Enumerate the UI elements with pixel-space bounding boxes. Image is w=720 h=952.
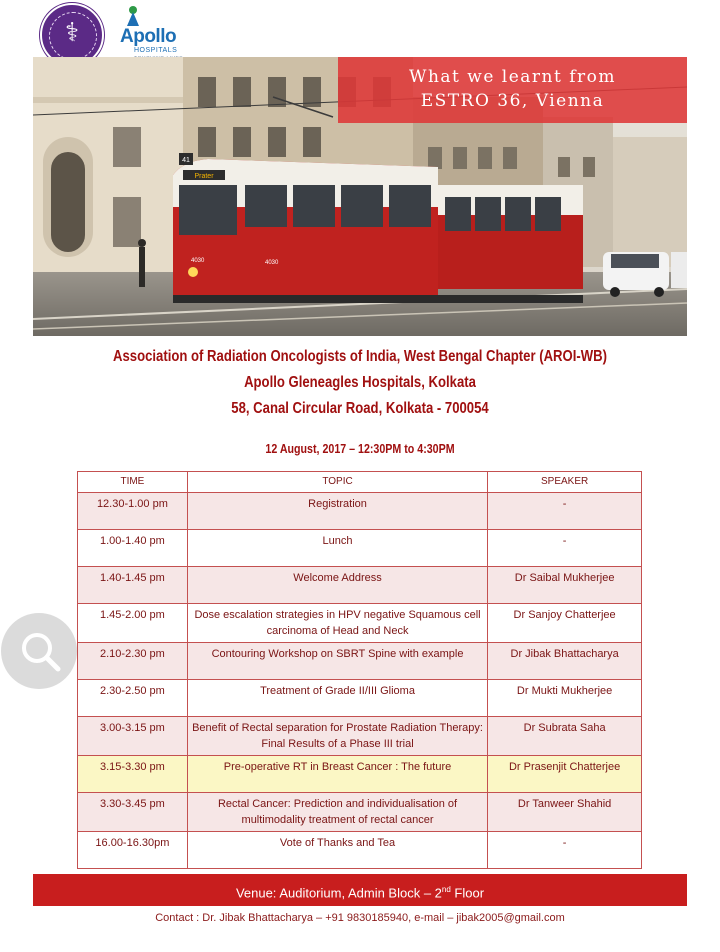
table-row [78, 680, 642, 717]
table-row [78, 493, 642, 530]
table-row [78, 643, 642, 680]
row-topic: Lunch [187, 530, 487, 567]
apollo-mark-icon [124, 4, 142, 26]
row-time: 1.00-1.40 pm [78, 530, 188, 567]
row-speaker: Dr Jibak Bhattacharya [488, 643, 642, 680]
row-speaker: Dr Saibal Mukherjee [488, 567, 642, 604]
header-topic: TOPIC [187, 472, 487, 493]
contact-line: Contact : Dr. Jibak Bhattacharya – +91 9830185940, e-mail – jibak2005@gmail.com [155, 912, 565, 924]
row-speaker: Dr Subrata Saha [488, 717, 642, 756]
row-time: 2.10-2.30 pm [78, 643, 188, 680]
caduceus-icon: ⚕ [64, 17, 80, 47]
row-speaker: Dr Prasenjit Chatterjee [488, 756, 642, 793]
row-time: 3.15-3.30 pm [78, 756, 188, 793]
organizer: Association of Radiation Oncologists of India, West Bengal Chapter (AROI-WB) [113, 348, 607, 365]
table-row [78, 717, 642, 756]
event-title-banner [338, 57, 687, 123]
row-topic: Vote of Thanks and Tea [187, 832, 487, 869]
table-row [78, 530, 642, 567]
row-topic: Treatment of Grade II/III Glioma [187, 680, 487, 717]
search-button[interactable] [1, 613, 77, 689]
apollo-sub: HOSPITALS [134, 47, 178, 54]
row-topic: Registration [187, 493, 487, 530]
venue-label: Venue: Auditorium, Admin Block – 2 [235, 885, 442, 901]
row-topic: Contouring Workshop on SBRT Spine with example [187, 643, 487, 680]
apollo-logo [118, 4, 188, 62]
banner-line-2: ESTRO 36, Vienna [420, 91, 605, 111]
row-time: 3.30-3.45 pm [78, 793, 188, 832]
tram-number-side: 4030 [265, 260, 279, 266]
row-speaker: Dr Sanjoy Chatterjee [488, 604, 642, 643]
row-time: 16.00-16.30pm [78, 832, 188, 869]
row-time: 1.45-2.00 pm [78, 604, 188, 643]
row-time: 3.00-3.15 pm [78, 717, 188, 756]
venue-suffix: Floor [450, 885, 485, 901]
table-row-highlighted [78, 756, 642, 793]
row-speaker: - [488, 530, 642, 567]
row-speaker: Dr Mukti Mukherjee [488, 680, 642, 717]
row-speaker: Dr Tanweer Shahid [488, 793, 642, 832]
hospital: Apollo Gleneagles Hospitals, Kolkata [244, 374, 476, 391]
row-topic: Welcome Address [187, 567, 487, 604]
row-time: 2.30-2.50 pm [78, 680, 188, 717]
schedule-table [77, 471, 642, 869]
row-time: 12.30-1.00 pm [78, 493, 188, 530]
row-speaker: - [488, 832, 642, 869]
row-time: 1.40-1.45 pm [78, 567, 188, 604]
search-icon [1, 613, 77, 689]
table-row [78, 793, 642, 832]
table-row [78, 832, 642, 869]
row-topic: Pre-operative RT in Breast Cancer : The future [187, 756, 487, 793]
table-row [78, 604, 642, 643]
table-row [78, 567, 642, 604]
row-speaker: - [488, 493, 642, 530]
banner-line-1: What we learnt from [408, 67, 617, 87]
header-speaker: SPEAKER [488, 472, 642, 493]
row-topic: Dose escalation strategies in HPV negative Squamous cell carcinoma of Head and Neck [187, 604, 487, 643]
tram-route-number: 41 [182, 157, 190, 164]
tram-destination-sign: Prater [194, 173, 214, 180]
date-time: 12 August, 2017 – 12:30PM to 4:30PM [265, 441, 455, 456]
row-topic: Rectal Cancer: Prediction and individualisation of multimodality treatment of rectal cancer [187, 793, 487, 832]
venue-floor-sup: nd [441, 885, 451, 894]
address: 58, Canal Circular Road, Kolkata - 700054 [231, 400, 489, 417]
tram-number-front: 4030 [191, 258, 205, 264]
venue-bar [33, 874, 687, 906]
row-topic: Benefit of Rectal separation for Prostate Radiation Therapy: Final Results of a Phase III trial [187, 717, 487, 756]
header-time: TIME [78, 472, 188, 493]
apollo-name: Apollo [120, 26, 177, 47]
table-header-row [78, 472, 642, 493]
